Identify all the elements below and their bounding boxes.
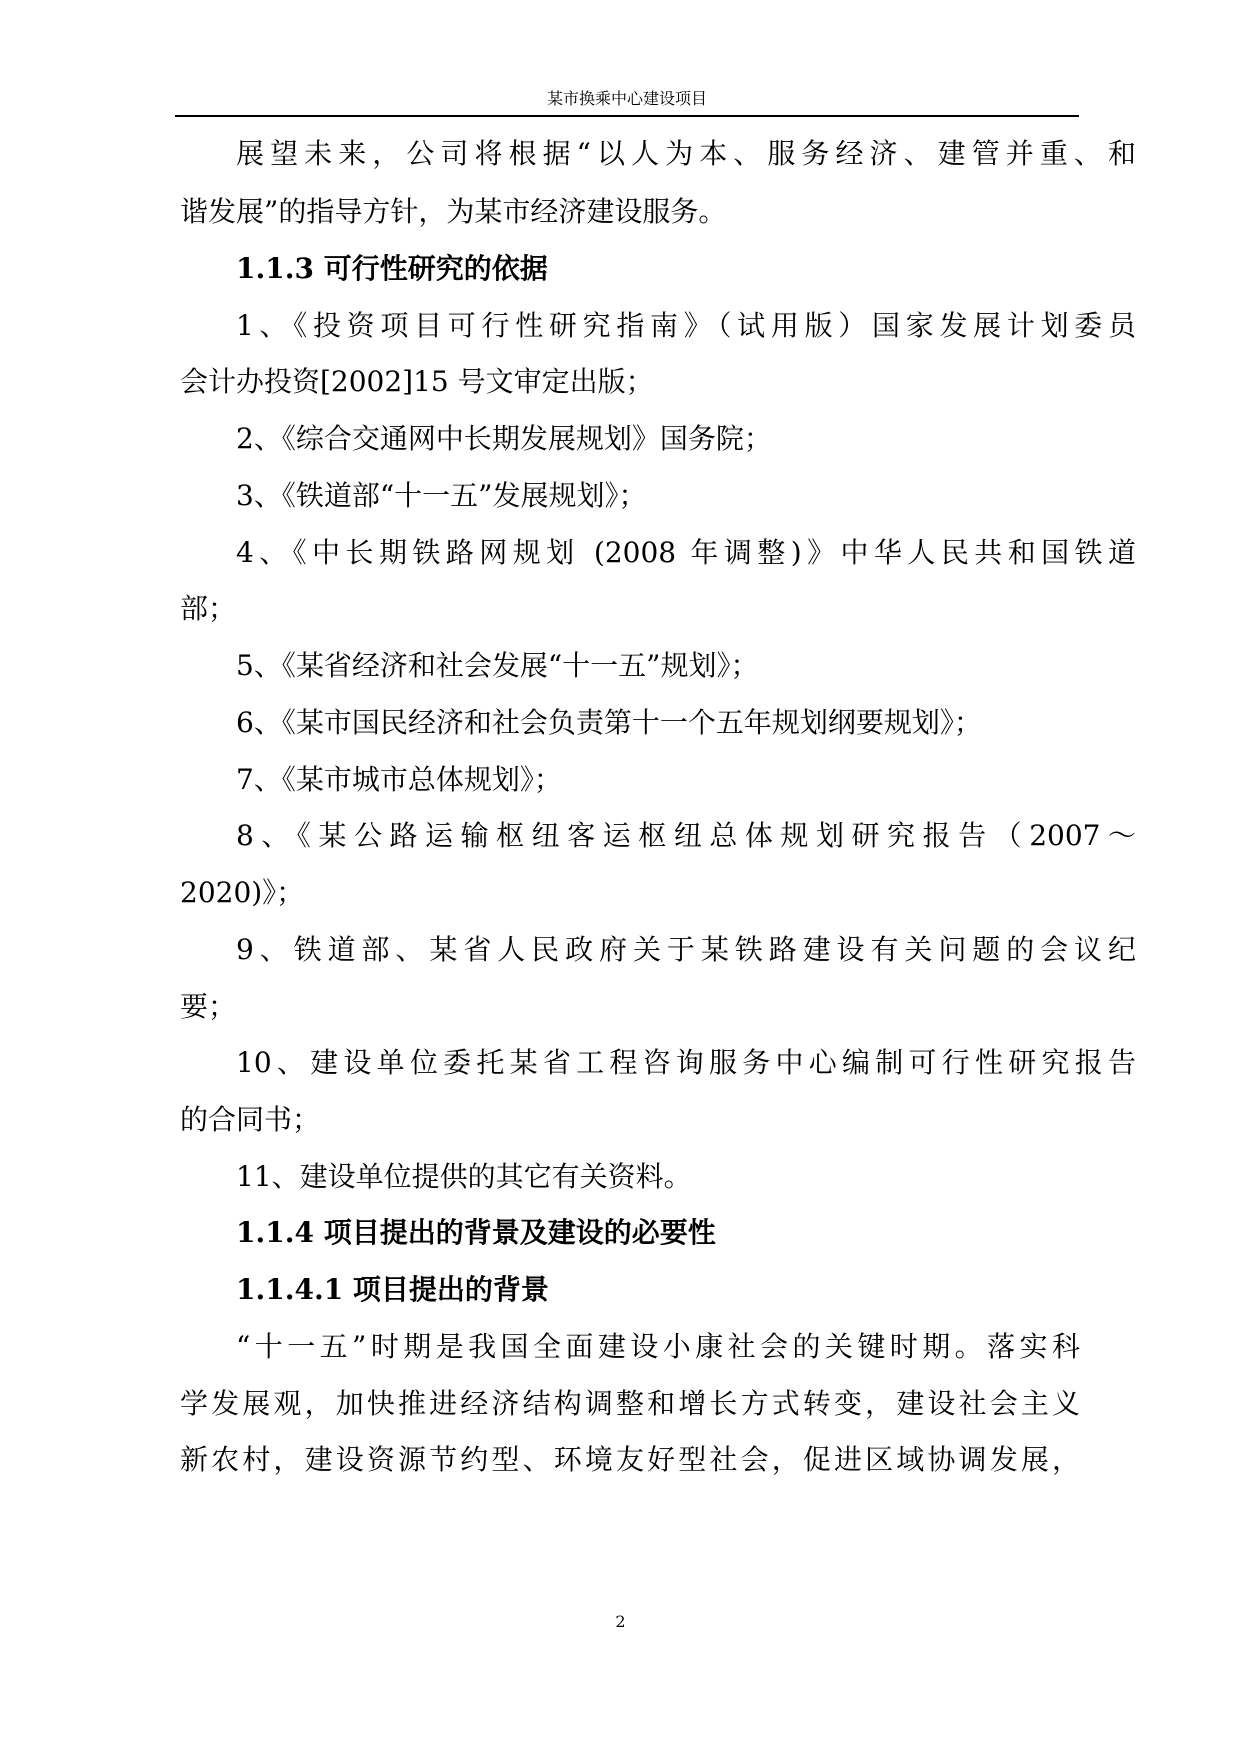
list-item: 9、铁道部、某省人民政府关于某铁路建设有关问题的会议纪 [236,933,1136,966]
paragraph-line: 学发展观，加快推进经济结构调整和增长方式转变，建设社会主义 [180,1387,1080,1420]
paragraph-line: “十一五”时期是我国全面建设小康社会的关键时期。落实科 [236,1330,1080,1363]
paragraph-line: 新农村，建设资源节约型、环境友好型社会，促进区域协调发展， [180,1443,1080,1476]
list-item: 11、建设单位提供的其它有关资料。 [236,1160,692,1193]
list-item-continuation: 2020)》； [180,876,305,909]
list-item: 5、《某省经济和社会发展“十一五”规划》； [236,649,759,682]
paragraph-line: 谐发展”的指导方针，为某市经济建设服务。 [180,195,727,228]
list-item: 1、《投资项目可行性研究指南》（试用版）国家发展计划委员 [236,309,1136,342]
list-item: 7、《某市城市总体规划》； [236,763,562,796]
list-item: 6、《某市国民经济和社会负责第十一个五年规划纲要规划》； [236,706,982,739]
paragraph-line: 展望未来，公司将根据“以人为本、服务经济、建管并重、和 [236,137,1136,170]
list-item-continuation: 的合同书； [180,1103,321,1136]
page-number: 2 [615,1612,626,1631]
list-item: 4、《中长期铁路网规划 (2008 年调整)》中华人民共和国铁道 [236,536,1136,569]
list-item: 3、《铁道部“十一五”发展规划》； [236,479,647,512]
list-item-continuation: 要； [180,990,237,1023]
subsection-heading: 1.1.4.1 项目提出的背景 [236,1273,549,1306]
list-item: 10、建设单位委托某省工程咨询服务中心编制可行性研究报告 [236,1046,1136,1079]
list-item: 8、《某公路运输枢纽客运枢纽总体规划研究报告（2007～ [236,819,1136,852]
list-item: 2、《综合交通网中长期发展规划》国务院； [236,422,772,455]
section-heading: 1.1.3 可行性研究的依据 [236,252,548,285]
list-item-continuation: 会计办投资[2002]15 号文审定出版； [180,365,654,398]
list-item-continuation: 部； [180,592,237,625]
section-heading: 1.1.4 项目提出的背景及建设的必要性 [236,1216,716,1249]
header-rule [175,115,1079,117]
running-header: 某市换乘中心建设项目 [546,89,707,108]
